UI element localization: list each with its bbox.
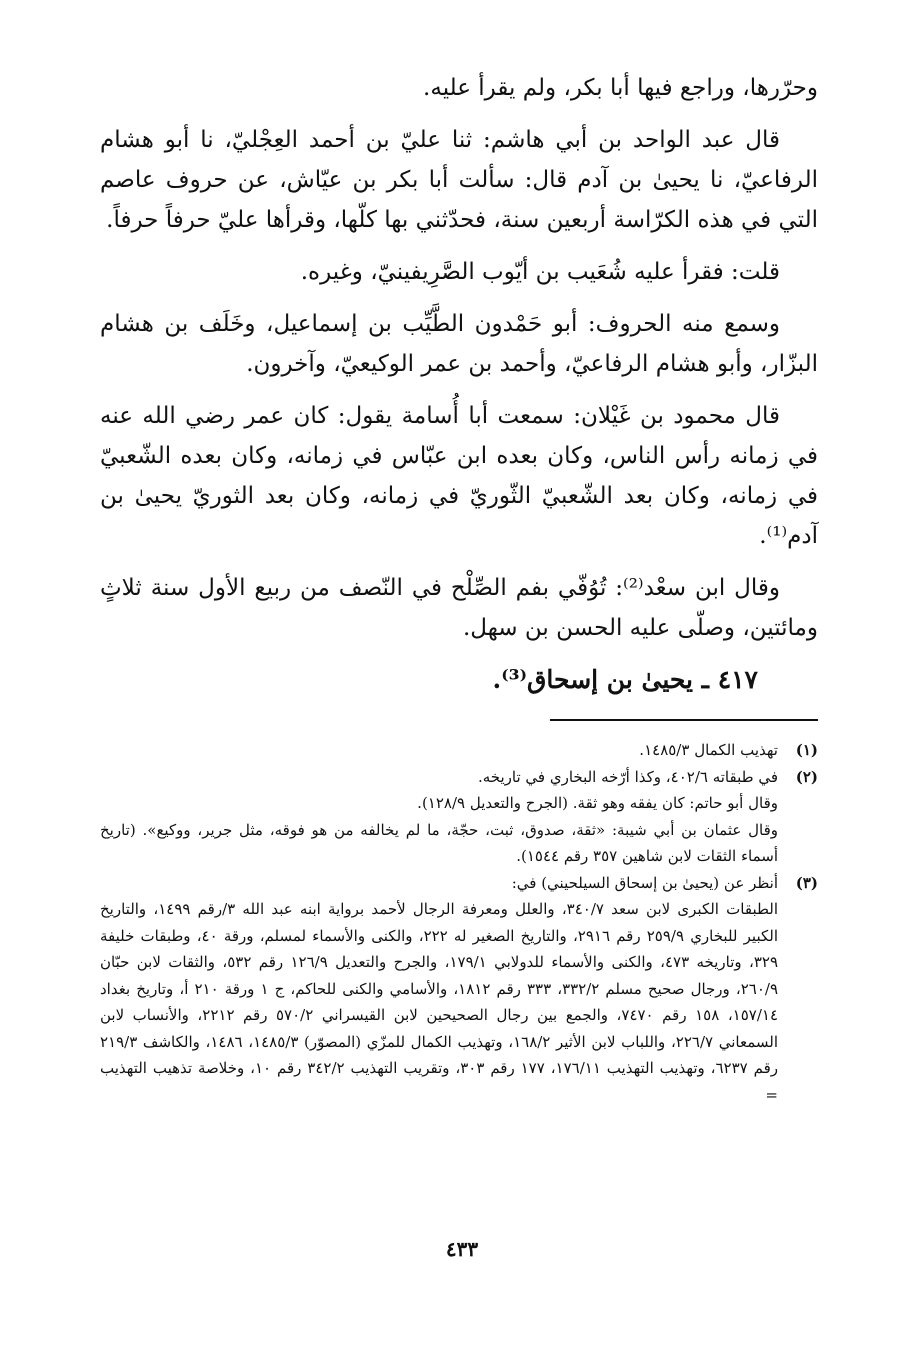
page-number: ٤٣٣ — [445, 1237, 479, 1261]
footnote-3 — [100, 870, 818, 1109]
footnote-number: (١) — [795, 741, 818, 759]
footnote-number: (٢) — [795, 767, 818, 786]
footnote-line: تهذيب الكمال ١٤٨٥/٣. — [639, 741, 778, 759]
paragraph-2: قال عبد الواحد بن أبي هاشم: ثنا عليّ بن أحمد العِجْليّ، نا أبو هشام الرفاعيّ، نا يحيىٰ بن آدم قال: سألت أبا بكر بن عيّاش، عن حروف عاصم التي في هذه الكرّاسة أربعين سنة، فحدّثني بها كلّها، وقرأها عليّ حرفاً حرفاً. — [100, 127, 818, 233]
footnote-divider — [550, 719, 818, 721]
footnotes — [100, 737, 818, 1108]
footnote-line: وقال عثمان بن أبي شيبة: «ثقة، صدوق، ثبت، حجّة، ما لم يخالفه من هو فوقه، مثل جرير، ووكيع». (تاريخ أسماء الثقات لابن شاهين ٣٥٧ رقم ١٥٤٤). — [100, 820, 778, 865]
paragraph-6: وقال ابن سعْد⁽²⁾: تُوُفّي بفم الصِّلْح في النّصف من ربيع الأول سنة ثلاثٍ ومائتين، وصلّى عليه الحسن بن سهل. — [100, 575, 818, 641]
footnote-body — [100, 764, 778, 870]
entry-heading: ٤١٧ ـ يحيىٰ بن إسحاق⁽³⁾. — [492, 665, 758, 694]
main-text — [100, 68, 818, 700]
footnote-2 — [100, 764, 818, 870]
footnote-line: وقال أبو حاتم: كان يفقه وهو ثقة. (الجرح والتعديل ١٢٨/٩). — [417, 794, 778, 812]
footnote-number: (٣) — [795, 873, 818, 892]
footnote-1 — [100, 737, 818, 764]
footnote-body — [100, 737, 778, 764]
footnote-line: في طبقاته ٤٠٢/٦، وكذا أرّخه البخاري في تاريخه. — [477, 767, 778, 786]
paragraph-5: قال محمود بن غَيْلان: سمعت أبا أُسامة يقول: كان عمر رضي الله عنه في زمانه رأس الناس، وكان بعده ابن عبّاس في زمانه، وكان بعده الشّعبيّ في زمانه، وكان بعد الشّعبيّ الثّوريّ في زمانه، وكان بعد الثوريّ يحيىٰ بن آدم⁽¹⁾. — [100, 403, 818, 549]
paragraph-4: وسمع منه الحروف: أبو حَمْدون الطَّيِّب بن إسماعيل، وخَلَف بن هشام البزّار، وأبو هشام الرفاعيّ، وأحمد بن عمر الوكيعيّ، وآخرون. — [100, 311, 818, 377]
paragraph-1: وحرّرها، وراجع فيها أبا بكر، ولم يقرأ عليه. — [423, 75, 818, 101]
footnote-line: أنظر عن (يحيىٰ بن إسحاق السيلحيني) في: — [511, 873, 778, 892]
footnote-body — [100, 870, 778, 1109]
footnote-line: الطبقات الكبرى لابن سعد ٣٤٠/٧، والعلل ومعرفة الرجال لأحمد برواية ابنه عبد الله ٣/رقم ١٤٩٩، والتاريخ الكبير للبخاري ٢٥٩/٩ رقم ٢٩١٦، والتاريخ الصغير له ٢٢٢، والكنى والأسماء لمسلم، ورقة ٤٠، وطبقات خليفة ٣٢٩، وتاريخه ٤٧٣، والكنى والأسماء للدولابي ١٧٩/١، والجرح والتعديل ١٢٦/٩ رقم ٥٣٢، والثقات لابن حبّان ٢٦٠/٩، ورجال صحيح مسلم ٣٣٢/٢، ٣٣٣ رقم ١٨١٢، والأسامي والكنى للحاكم، ج ١ ورقة ٢١٠ أ، وتاريخ بغداد ١٥٧/١٤، ١٥٨ رقم ٧٤٧٠، والجمع بين رجال الصحيحين لابن القيسراني ٥٧٠/٢ رقم ٢٢١٢، والأنساب لابن السمعاني ٢٢٦/٧، واللباب لابن الأثير ١٦٨/٢، وتهذيب الكمال للمزّي (المصوّر) ١٤٨٥/٣، ١٤٨٦، والكاشف ٢١٩/٣ رقم ٦٢٣٧، وتهذيب التهذيب ١٧٦/١١، ١٧٧ رقم ٣٠٣، وتقريب التهذيب ٣٤٢/٢ رقم ١٠، وخلاصة تذهيب التهذيب = — [100, 900, 779, 1104]
paragraph-3: قلت: فقرأ عليه شُعَيب بن أيّوب الصَّرِيفينيّ، وغيره. — [300, 259, 780, 285]
